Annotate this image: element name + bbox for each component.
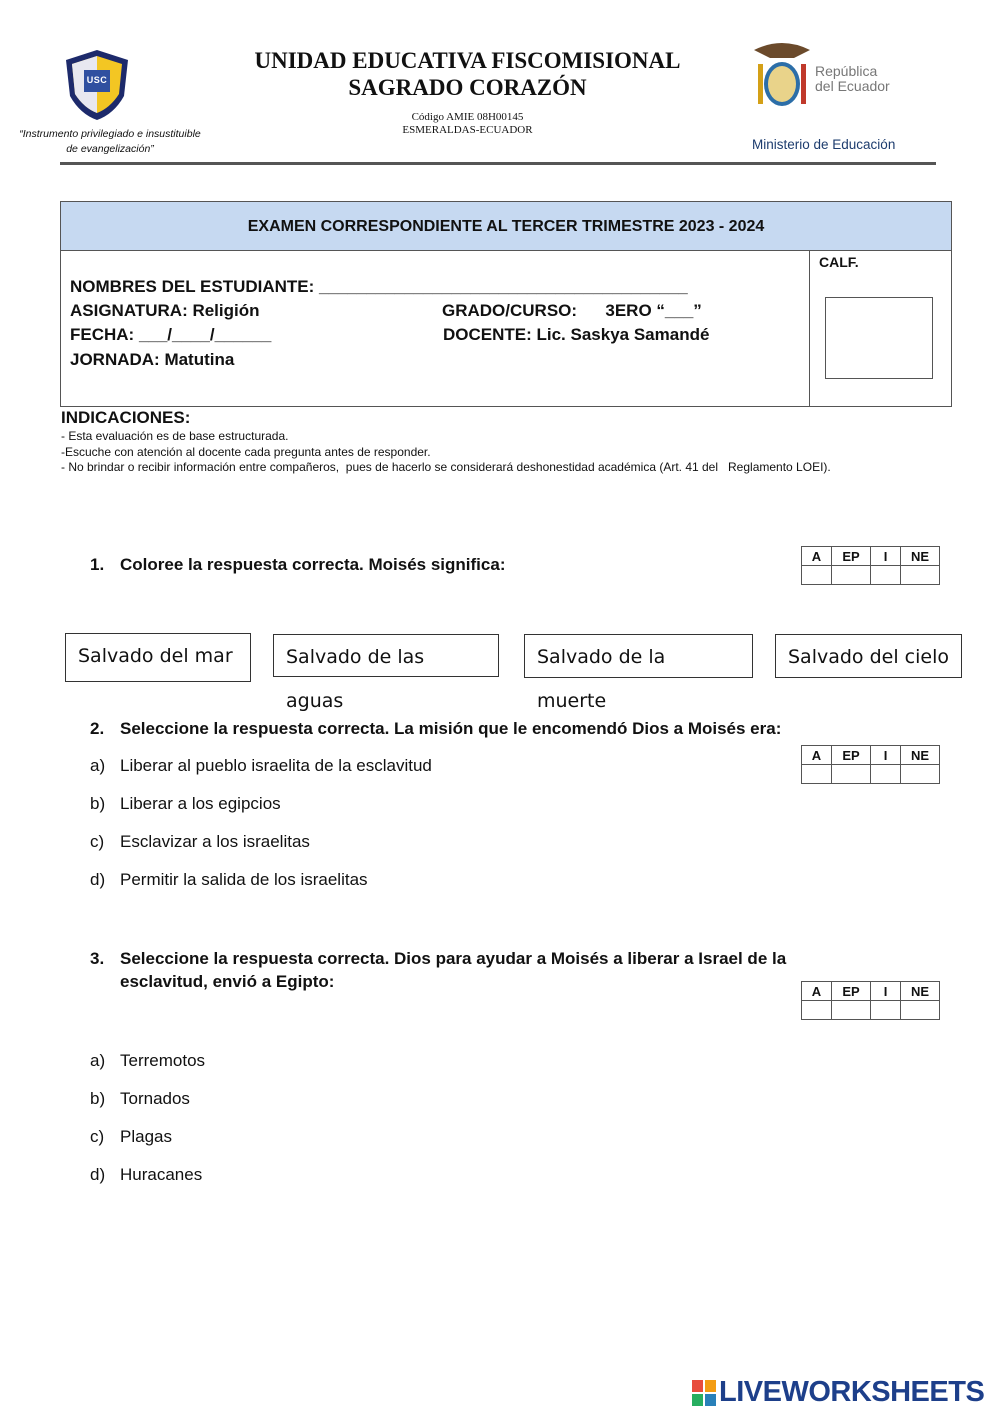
option-letter: c) — [90, 1127, 105, 1146]
question-text — [120, 947, 786, 993]
header-divider — [60, 162, 936, 165]
republic-text — [815, 64, 890, 94]
grade-header: I — [871, 547, 901, 566]
grade-column — [809, 251, 952, 406]
option-a[interactable] — [90, 756, 432, 776]
option-d[interactable] — [90, 870, 368, 890]
grade-cell[interactable] — [802, 566, 832, 585]
option-a[interactable] — [90, 1051, 205, 1071]
indication-item: - Esta evaluación es de base estructurada. — [61, 429, 289, 443]
grade-cell[interactable] — [901, 566, 940, 585]
grade-cell[interactable] — [802, 1001, 832, 1020]
grade-table-1 — [801, 546, 940, 585]
grade-table-3 — [801, 981, 940, 1020]
option-text: Liberar a los egipcios — [120, 794, 281, 813]
grade-box[interactable] — [825, 297, 933, 379]
grade-header: EP — [832, 746, 871, 765]
answer-option[interactable]: Salvado de la muerte — [524, 634, 753, 678]
option-text: Permitir la salida de los israelitas — [120, 870, 368, 889]
grade-header: EP — [832, 547, 871, 566]
question-text-line: esclavitud, envió a Egipto: — [120, 972, 335, 991]
grade-cell[interactable] — [871, 566, 901, 585]
date-field[interactable]: FECHA: ___/____/______ — [70, 325, 272, 344]
grade-header: NE — [901, 746, 940, 765]
grade-course-field[interactable]: GRADO/CURSO: 3ERO “___” — [442, 301, 702, 320]
location: ESMERALDAS-ECUADOR — [402, 124, 533, 136]
question-text: Seleccione la respuesta correcta. La misión que le encomendó Dios a Moisés era: — [120, 719, 782, 738]
grade-cell[interactable] — [832, 765, 871, 784]
grade-header: I — [871, 746, 901, 765]
republic-line: República — [815, 63, 878, 79]
indication-item: -Escuche con atención al docente cada pregunta antes de responder. — [61, 444, 431, 459]
option-letter: b) — [90, 1089, 106, 1108]
republic-line: del Ecuador — [815, 78, 890, 94]
option-b[interactable] — [90, 794, 281, 814]
exam-title: EXAMEN CORRESPONDIENTE AL TERCER TRIMESTRE 2023 - 2024 — [61, 202, 951, 251]
liveworksheets-logo — [692, 1376, 984, 1409]
grade-header: A — [802, 547, 832, 566]
indications — [61, 408, 831, 476]
grade-header: EP — [832, 982, 871, 1001]
indications-title: INDICACIONES: — [61, 408, 191, 427]
option-letter: c) — [90, 832, 105, 851]
question-number: 2. — [90, 719, 105, 738]
student-name-field[interactable]: NOMBRES DEL ESTUDIANTE: _______________________________________ — [70, 277, 688, 296]
option-letter: b) — [90, 794, 106, 813]
school-name-line1: UNIDAD EDUCATIVA FISCOMISIONAL — [254, 48, 681, 73]
ministry-name: Ministerio de Educación — [752, 137, 896, 152]
grade-header: A — [802, 982, 832, 1001]
answer-option[interactable]: Salvado de las aguas — [273, 634, 499, 677]
option-text: Esclavizar a los israelitas — [120, 832, 310, 851]
grade-cell[interactable] — [832, 1001, 871, 1020]
grade-table-2 — [801, 745, 940, 784]
option-b[interactable] — [90, 1089, 190, 1109]
answer-option[interactable]: Salvado del mar — [65, 633, 251, 682]
school-shield-logo — [64, 48, 130, 122]
answer-option[interactable]: Salvado del cielo — [775, 634, 962, 678]
school-name-line2: SAGRADO CORAZÓN — [348, 75, 587, 100]
option-c[interactable] — [90, 832, 310, 852]
grade-header: A — [802, 746, 832, 765]
grade-cell[interactable] — [802, 765, 832, 784]
option-letter: d) — [90, 870, 106, 889]
grade-cell[interactable] — [871, 765, 901, 784]
grade-cell[interactable] — [901, 765, 940, 784]
question-3 — [90, 947, 786, 993]
question-text: Coloree la respuesta correcta. Moisés significa: — [120, 555, 506, 574]
question-2 — [90, 717, 781, 740]
grade-header: NE — [901, 982, 940, 1001]
question-number: 1. — [90, 555, 105, 574]
grade-cell[interactable] — [871, 1001, 901, 1020]
question-1 — [90, 553, 505, 576]
school-motto — [10, 127, 210, 157]
motto-line: “Instrumento privilegiado e insustituible — [19, 128, 201, 140]
grade-header: NE — [901, 547, 940, 566]
shift-label: JORNADA: Matutina — [70, 350, 235, 369]
exam-info-box — [60, 201, 952, 407]
liveworksheets-icon — [692, 1380, 716, 1406]
indication-item: - No brindar o recibir información entre compañeros, pues de hacerlo se considerará deshonestidad académica (Art. 41 del Reglamento LOEI). — [61, 460, 831, 474]
brand-text: LIVEWORKSHEETS — [719, 1376, 985, 1408]
question-number: 3. — [90, 949, 105, 968]
grade-cell[interactable] — [901, 1001, 940, 1020]
option-text: Tornados — [120, 1089, 190, 1108]
option-d[interactable] — [90, 1165, 202, 1185]
amie-code: Código AMIE 08H00145 — [411, 111, 524, 123]
grade-cell[interactable] — [832, 566, 871, 585]
ecuador-coat-of-arms-icon — [750, 40, 814, 112]
option-text: Liberar al pueblo israelita de la esclavitud — [120, 756, 432, 775]
motto-line: de evangelización” — [66, 143, 154, 155]
option-c[interactable] — [90, 1127, 172, 1147]
grade-header: I — [871, 982, 901, 1001]
shield-letters: USC — [86, 75, 108, 85]
option-letter: a) — [90, 756, 106, 775]
option-text: Plagas — [120, 1127, 172, 1146]
option-text: Terremotos — [120, 1051, 206, 1070]
option-text: Huracanes — [120, 1165, 203, 1184]
option-letter: d) — [90, 1165, 106, 1184]
teacher-label: DOCENTE: Lic. Saskya Samandé — [443, 325, 710, 344]
subject-label: ASIGNATURA: Religión — [70, 301, 260, 320]
calf-label: CALF. — [819, 254, 859, 270]
option-letter: a) — [90, 1051, 106, 1070]
question-text-line: Seleccione la respuesta correcta. Dios para ayudar a Moisés a liberar a Israel de la — [120, 949, 787, 968]
